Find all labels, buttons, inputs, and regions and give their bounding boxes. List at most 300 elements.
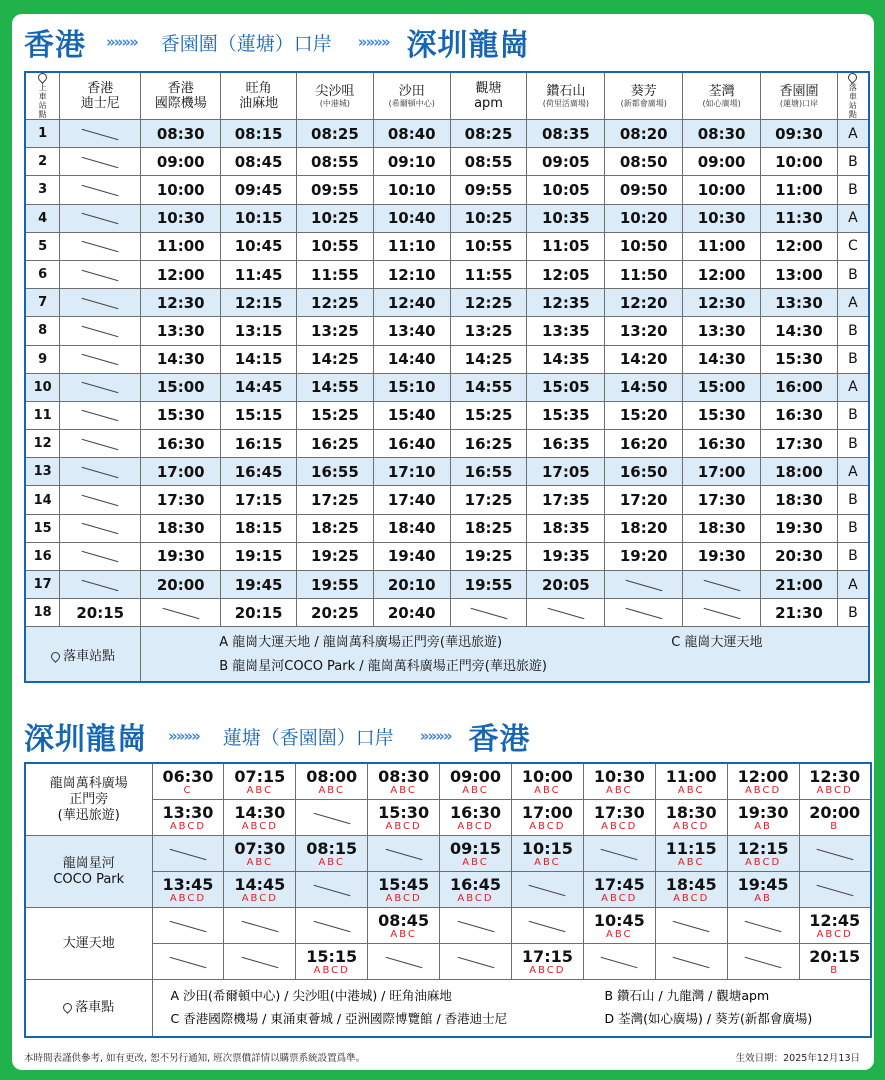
no-service-mark: [529, 921, 566, 932]
departure-time: 10:00: [761, 148, 838, 176]
departure-time: 07:15: [234, 766, 286, 786]
departure-time: 15:00: [683, 373, 761, 401]
column-sublabel: (新都會廣場): [620, 98, 667, 108]
departure-cell: [511, 763, 583, 800]
departure-time: 12:15: [737, 838, 789, 858]
column-label: 香園圍: [779, 83, 819, 99]
departure-time: 19:25: [296, 542, 373, 570]
trip-number: 1: [25, 120, 60, 148]
no-service-mark: [82, 157, 119, 168]
trip-number: 16: [25, 542, 60, 570]
departure-time: [60, 542, 141, 570]
outbound-from: 香港: [24, 28, 86, 63]
departure-time: 10:10: [373, 176, 450, 204]
legend-item: B 龍崗星河COCO Park / 龍崗萬科廣場正門旁(華迅旅遊): [219, 659, 547, 675]
departure-time: 15:20: [605, 401, 683, 429]
trip-number: 8: [25, 317, 60, 345]
route-codes: ABC: [390, 784, 417, 796]
outbound-timetable: [24, 71, 870, 683]
column-sublabel: (蓮塘)口岸: [779, 98, 819, 108]
column-header: [527, 72, 605, 120]
no-service-mark: [601, 849, 638, 860]
departure-time: 09:55: [450, 176, 527, 204]
trip-number: 2: [25, 148, 60, 176]
departure-cell: [152, 908, 224, 944]
departure-time: [60, 430, 141, 458]
departure-cell: [727, 908, 799, 944]
inbound-from: 深圳龍崗: [24, 722, 148, 757]
departure-cell: [224, 872, 296, 908]
column-header: [373, 72, 450, 120]
departure-cell: [296, 836, 368, 872]
no-service-mark: [457, 921, 494, 932]
departure-time: 18:20: [605, 514, 683, 542]
departure-time: [60, 317, 141, 345]
departure-time: 11:50: [605, 260, 683, 288]
route-codes: ABC: [462, 784, 489, 796]
departure-time: 11:10: [373, 232, 450, 260]
departure-time: 16:30: [761, 401, 838, 429]
departure-time: [60, 204, 141, 232]
pickup-stop-name: 大運天地: [62, 935, 115, 951]
departure-time: 08:55: [296, 148, 373, 176]
departure-time: 19:25: [450, 542, 527, 570]
departure-time: 19:45: [737, 874, 789, 894]
table-row: [25, 872, 871, 908]
departure-cell: [655, 872, 727, 908]
departure-time: 11:45: [221, 260, 297, 288]
departure-time: 09:45: [221, 176, 297, 204]
table-row: [25, 599, 869, 627]
departure-time: 08:30: [683, 120, 761, 148]
departure-time: [60, 486, 141, 514]
column-label: 香港: [167, 81, 194, 96]
departure-cell: [655, 836, 727, 872]
pickup-stop-name: 龍崗星河: [62, 855, 115, 871]
drop-off-legend-row: [25, 980, 871, 1038]
departure-cell: [511, 872, 583, 908]
no-service-mark: [601, 957, 638, 968]
legend-item: B 鑽石山 / 九龍灣 / 觀塘apm: [604, 988, 770, 1003]
departure-cell: [368, 763, 440, 800]
departure-time: [683, 599, 761, 627]
no-service-mark: [82, 241, 119, 252]
departure-time: 14:45: [221, 373, 297, 401]
departure-time: [60, 401, 141, 429]
departure-cell: [368, 836, 440, 872]
table-row: [25, 944, 871, 980]
departure-time: 14:15: [221, 345, 297, 373]
table-row: [25, 542, 869, 570]
map-pin-icon: [36, 71, 49, 84]
departure-time: 11:30: [761, 204, 838, 232]
pickup-stop: [25, 763, 152, 836]
pickup-stop-name: 正門旁: [69, 791, 109, 807]
departure-time: 10:15: [521, 838, 573, 858]
route-codes: ABC: [390, 928, 417, 940]
departure-time: 17:40: [373, 486, 450, 514]
departure-cell: [152, 763, 224, 800]
column-label: 香港: [87, 81, 114, 96]
arrow-right-icon: »»»»: [357, 33, 389, 51]
departure-time: 09:30: [761, 120, 838, 148]
no-service-mark: [82, 213, 119, 224]
departure-time: 19:30: [737, 802, 789, 822]
drop-off-legend: [141, 627, 869, 683]
departure-cell: [296, 800, 368, 836]
drop-off-code: B: [837, 542, 869, 570]
departure-time: 12:45: [809, 910, 861, 930]
no-service-mark: [82, 523, 119, 534]
departure-cell: [224, 800, 296, 836]
departure-cell: [224, 944, 296, 980]
departure-time: 19:55: [450, 571, 527, 599]
table-row: [25, 763, 871, 800]
departure-time: 17:25: [296, 486, 373, 514]
no-service-mark: [170, 921, 207, 932]
departure-time: 08:30: [141, 120, 221, 148]
trip-number: 5: [25, 232, 60, 260]
drop-off-code: B: [837, 401, 869, 429]
no-service-mark: [241, 921, 278, 932]
departure-cell: [296, 763, 368, 800]
departure-time: 16:55: [296, 458, 373, 486]
departure-time: 10:30: [683, 204, 761, 232]
drop-off-code: C: [837, 232, 869, 260]
departure-time: [60, 571, 141, 599]
inbound-via: 蓮塘（香園圍）口岸: [222, 726, 394, 749]
departure-time: 11:00: [761, 176, 838, 204]
departure-time: 14:20: [605, 345, 683, 373]
departure-cell: [511, 908, 583, 944]
departure-time: 08:25: [450, 120, 527, 148]
column-header: [60, 72, 141, 120]
departure-time: 12:10: [373, 260, 450, 288]
map-pin-icon: [61, 1001, 74, 1014]
departure-time: 13:45: [162, 874, 214, 894]
departure-time: 15:30: [141, 401, 221, 429]
departure-time: [60, 176, 141, 204]
arrow-right-icon: »»»»: [419, 727, 451, 745]
departure-time: 10:25: [450, 204, 527, 232]
departure-cell: [296, 872, 368, 908]
departure-time: 20:00: [141, 571, 221, 599]
departure-time: 08:25: [296, 120, 373, 148]
departure-time: 20:15: [809, 946, 861, 966]
departure-time: 18:15: [221, 514, 297, 542]
departure-time: 14:30: [234, 802, 286, 822]
route-codes: ABC: [318, 784, 345, 796]
departure-time: [683, 571, 761, 599]
departure-cell: [799, 872, 871, 908]
departure-time: 10:00: [683, 176, 761, 204]
departure-time: 16:40: [373, 430, 450, 458]
route-codes: ABCD: [313, 964, 350, 976]
column-header: [450, 72, 527, 120]
no-service-mark: [385, 957, 422, 968]
column-header: [683, 72, 761, 120]
pickup-stop-name: COCO Park: [53, 871, 125, 887]
departure-cell: [583, 944, 655, 980]
departure-time: 20:15: [60, 599, 141, 627]
route-codes: ABC: [606, 784, 633, 796]
departure-time: 17:15: [521, 946, 573, 966]
departure-time: 09:00: [141, 148, 221, 176]
departure-time: 14:35: [527, 345, 605, 373]
route-codes: ABC: [246, 784, 274, 796]
departure-cell: [152, 800, 224, 836]
departure-time: 11:00: [141, 232, 221, 260]
trip-number: 7: [25, 289, 60, 317]
departure-time: 15:25: [296, 401, 373, 429]
departure-time: 17:15: [221, 486, 297, 514]
trip-number: 17: [25, 571, 60, 599]
column-header: [296, 72, 373, 120]
departure-time: 13:25: [450, 317, 527, 345]
departure-cell: [368, 908, 440, 944]
route-codes: ABCD: [529, 964, 566, 976]
trip-number: 13: [25, 458, 60, 486]
departure-time: 11:55: [296, 260, 373, 288]
column-label-line2: 迪士尼: [80, 96, 120, 111]
departure-time: 11:00: [683, 232, 761, 260]
departure-cell: [727, 944, 799, 980]
departure-time: [60, 260, 141, 288]
route-codes: ABCD: [744, 784, 782, 796]
legend-item: A 龍崗大運天地 / 龍崗萬科廣場正門旁(華迅旅遊): [219, 635, 503, 651]
route-codes: ABCD: [385, 820, 422, 832]
disclaimer: 本時間表謹供參考, 如有更改, 恕不另行通知, 班次票價詳情以購票系統設置爲準。: [24, 1053, 366, 1064]
departure-time: 15:10: [373, 373, 450, 401]
departure-time: 10:30: [141, 204, 221, 232]
route-codes: ABC: [246, 856, 274, 868]
departure-time: 08:55: [450, 148, 527, 176]
no-service-mark: [170, 849, 207, 860]
departure-cell: [224, 908, 296, 944]
departure-time: 11:55: [450, 260, 527, 288]
departure-cell: [583, 872, 655, 908]
departure-cell: [583, 763, 655, 800]
route-codes: ABC: [534, 784, 561, 796]
departure-time: 15:30: [761, 345, 838, 373]
departure-time: 06:30: [162, 766, 214, 786]
trip-number: 18: [25, 599, 60, 627]
no-service-mark: [82, 326, 119, 337]
route-codes: ABCD: [601, 892, 638, 904]
departure-time: 13:30: [162, 802, 214, 822]
departure-cell: [583, 800, 655, 836]
departure-time: 11:00: [665, 766, 717, 786]
pickup-stop-name: 龍崗萬科廣場: [49, 775, 128, 791]
route-codes: C: [183, 784, 193, 796]
departure-time: 10:15: [221, 204, 297, 232]
column-header: [25, 72, 60, 120]
departure-time: 21:30: [761, 599, 838, 627]
departure-time: 12:30: [141, 289, 221, 317]
departure-time: 14:40: [373, 345, 450, 373]
drop-off-code: A: [837, 289, 869, 317]
no-service-mark: [82, 438, 119, 449]
no-service-mark: [745, 921, 782, 932]
departure-time: 12:25: [296, 289, 373, 317]
departure-time: 18:25: [296, 514, 373, 542]
departure-time: 10:40: [373, 204, 450, 232]
column-label: 葵芳: [630, 83, 657, 99]
no-service-mark: [625, 579, 662, 590]
no-service-mark: [816, 849, 853, 860]
departure-time: 15:25: [450, 401, 527, 429]
drop-off-code: B: [837, 599, 869, 627]
departure-time: 17:05: [527, 458, 605, 486]
column-sublabel: (中港城): [319, 98, 351, 108]
departure-time: 10:05: [527, 176, 605, 204]
departure-time: 18:25: [450, 514, 527, 542]
departure-time: [60, 120, 141, 148]
departure-time: 10:55: [450, 232, 527, 260]
departure-cell: [727, 800, 799, 836]
departure-cell: [511, 836, 583, 872]
departure-time: 18:00: [761, 458, 838, 486]
departure-time: 15:30: [378, 802, 430, 822]
departure-time: 09:50: [605, 176, 683, 204]
no-service-mark: [82, 298, 119, 309]
departure-time: 19:30: [683, 542, 761, 570]
departure-time: 16:25: [450, 430, 527, 458]
route-codes: ABCD: [385, 892, 422, 904]
departure-time: 15:45: [378, 874, 430, 894]
route-codes: ABCD: [169, 892, 207, 904]
departure-time: 10:25: [296, 204, 373, 232]
departure-time: 18:30: [141, 514, 221, 542]
departure-time: 17:30: [683, 486, 761, 514]
departure-cell: [655, 908, 727, 944]
departure-time: 19:45: [221, 571, 297, 599]
trip-number: 11: [25, 401, 60, 429]
column-label-line2: apm: [474, 96, 503, 111]
departure-time: 08:30: [378, 766, 430, 786]
no-service-mark: [457, 957, 494, 968]
departure-time: [60, 289, 141, 317]
departure-time: 16:00: [761, 373, 838, 401]
drop-off-code: B: [837, 430, 869, 458]
departure-time: 15:15: [221, 401, 297, 429]
departure-time: 13:30: [761, 289, 838, 317]
column-header: [221, 72, 297, 120]
departure-cell: [440, 872, 512, 908]
drop-off-code: B: [837, 345, 869, 373]
departure-cell: [799, 908, 871, 944]
no-service-mark: [470, 608, 507, 619]
inbound-timetable: [24, 762, 872, 1038]
departure-time: 14:30: [683, 345, 761, 373]
departure-time: 18:35: [527, 514, 605, 542]
departure-time: 14:25: [450, 345, 527, 373]
column-label: 沙田: [398, 83, 425, 99]
departure-time: 10:55: [296, 232, 373, 260]
departure-time: 09:00: [683, 148, 761, 176]
departure-time: 17:10: [373, 458, 450, 486]
departure-time: 14:25: [296, 345, 373, 373]
departure-cell: [655, 763, 727, 800]
drop-off-code: A: [837, 458, 869, 486]
departure-cell: [511, 800, 583, 836]
departure-time: 10:50: [605, 232, 683, 260]
departure-cell: [296, 908, 368, 944]
route-codes: ABCD: [241, 892, 278, 904]
departure-time: 09:15: [450, 838, 501, 858]
drop-off-code: B: [837, 317, 869, 345]
departure-time: 14:55: [450, 373, 527, 401]
departure-time: 08:15: [306, 838, 358, 858]
departure-time: 17:00: [521, 802, 573, 822]
table-row: [25, 148, 869, 176]
legend-item: A 沙田(希爾頓中心) / 尖沙咀(中港城) / 旺角油麻地: [170, 988, 452, 1003]
departure-time: [60, 514, 141, 542]
departure-time: 14:50: [605, 373, 683, 401]
table-row: [25, 800, 871, 836]
departure-time: 10:30: [593, 766, 645, 786]
trip-number: 6: [25, 260, 60, 288]
departure-time: 16:55: [450, 458, 527, 486]
departure-cell: [368, 800, 440, 836]
outbound-header: [24, 22, 531, 62]
departure-time: 10:20: [605, 204, 683, 232]
departure-cell: [368, 872, 440, 908]
table-row: [25, 836, 871, 872]
route-codes: ABCD: [816, 928, 853, 940]
column-label: 落車站點: [848, 83, 857, 119]
drop-off-legend-label: [25, 627, 141, 683]
departure-cell: [368, 944, 440, 980]
departure-time: 16:30: [141, 430, 221, 458]
no-service-mark: [745, 957, 782, 968]
legend-item: D 荃灣(如心廣場) / 葵芳(新都會廣場): [604, 1011, 813, 1026]
departure-time: 19:55: [296, 571, 373, 599]
drop-off-code: A: [837, 373, 869, 401]
departure-cell: [152, 944, 224, 980]
drop-off-code: A: [837, 120, 869, 148]
departure-time: 20:10: [373, 571, 450, 599]
no-service-mark: [673, 957, 710, 968]
departure-time: 12:20: [605, 289, 683, 317]
departure-time: 17:00: [141, 458, 221, 486]
departure-time: 12:35: [527, 289, 605, 317]
departure-time: 10:00: [521, 766, 573, 786]
departure-cell: [655, 800, 727, 836]
drop-off-legend-label: [25, 980, 152, 1038]
departure-time: 17:00: [683, 458, 761, 486]
departure-time: 10:45: [221, 232, 297, 260]
column-sublabel: (荷里活廣場): [542, 98, 589, 108]
departure-time: 19:35: [527, 542, 605, 570]
departure-time: 15:15: [306, 946, 358, 966]
departure-time: [450, 599, 527, 627]
departure-cell: [224, 763, 296, 800]
route-codes: ABCD: [169, 820, 207, 832]
column-header: [605, 72, 683, 120]
departure-time: 12:00: [141, 260, 221, 288]
route-codes: ABCD: [601, 820, 638, 832]
departure-time: 11:15: [665, 838, 717, 858]
route-codes: AB: [754, 820, 772, 832]
departure-time: 20:40: [373, 599, 450, 627]
route-codes: ABCD: [744, 856, 782, 868]
departure-time: 08:50: [605, 148, 683, 176]
departure-time: 08:20: [605, 120, 683, 148]
no-service-mark: [816, 885, 853, 896]
column-label: 鑽石山: [546, 83, 586, 99]
departure-time: 20:05: [527, 571, 605, 599]
